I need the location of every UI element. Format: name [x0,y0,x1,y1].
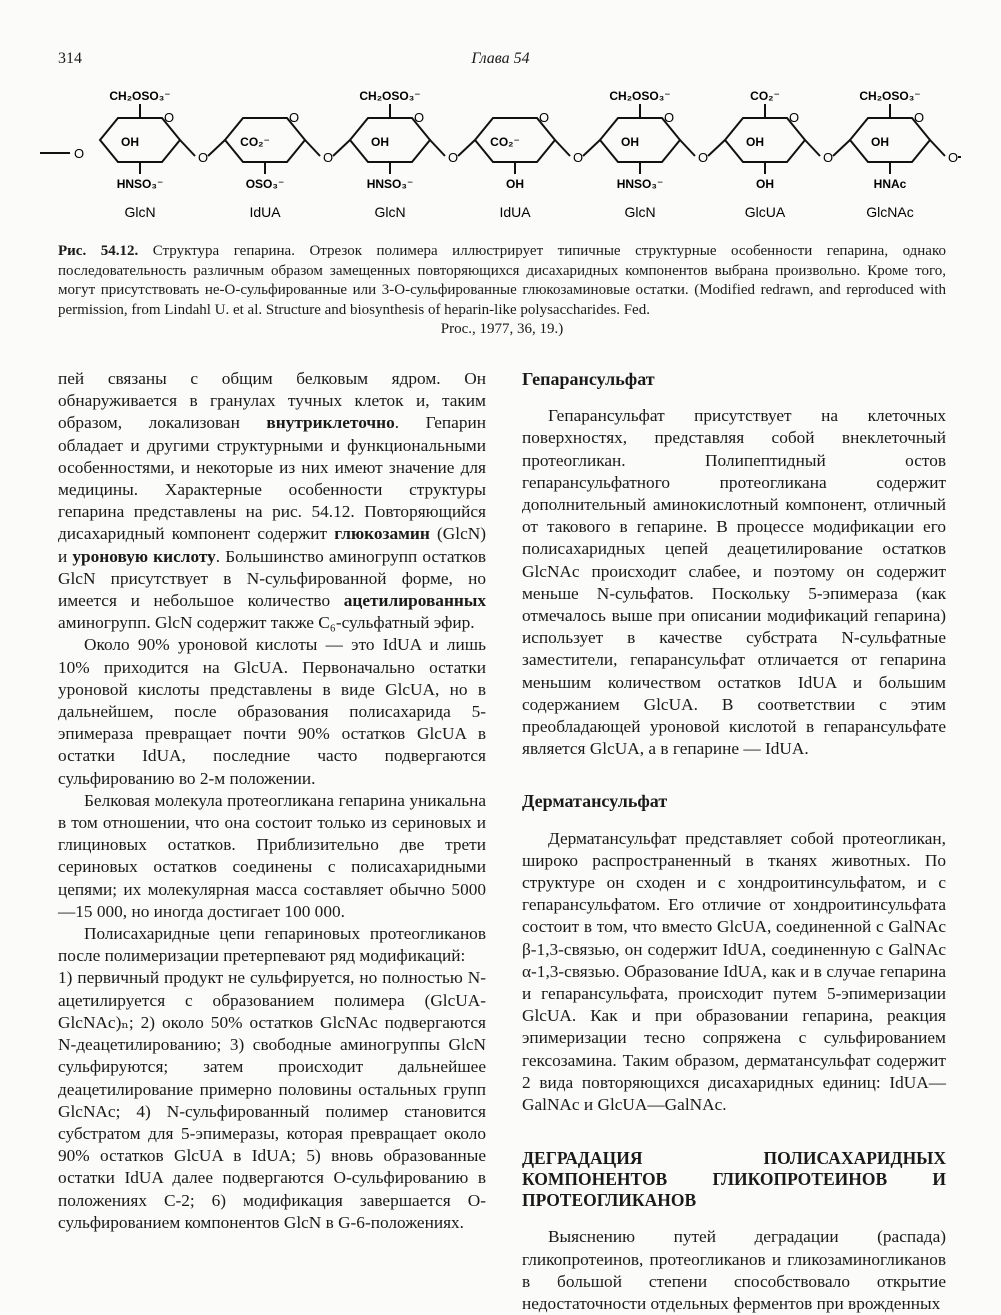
glycosidic-bond [333,140,350,156]
glycosidic-bond [305,140,320,156]
glycosidic-bond [583,140,600,156]
section-heading: ДЕГРАДАЦИЯ ПОЛИСАХАРИДНЫХ КОМПОНЕНТОВ ГЛИКОПРОТЕИНОВ И ПРОТЕОГЛИКАНОВ [522,1148,946,1211]
section-heading: Гепарансульфат [522,369,655,389]
bridge-oxygen: O [948,150,959,165]
glycosidic-bond [833,140,850,156]
ring-substituent: OH [621,135,639,149]
paragraph: Около 90% уроновой кислоты — это IdUA и лишь 10% приходится на GlcUA. Первоначально остатки уроновой кислоты представлены в виде GlcUA, но в дальнейшем, после образования полисахарида 5-эпимераза превращает почти 90% остатков GlcUA в остатки IdUA, последние часто подвергаются сульфированию во 2-м положении. [58,635,486,788]
ring-substituent: OH [121,135,139,149]
heparin-structure-figure [40,80,961,240]
paragraph: Белковая молекула протеогликана гепарина уникальна в том отношении, что она состоит только из сериновых и глициновых остатков. Приблизительно две трети сериновых остатков соединены с полисахаридными цепями; их молекулярная масса составляет обычно 5000—15 000, но иногда достигает 100 000. [58,790,486,921]
ring-substituent: OH [746,135,764,149]
bridge-oxygen: O [74,146,85,161]
caption-label: Рис. 54.12. [58,243,139,259]
substituent-bottom: HNSO₃⁻ [116,177,164,191]
substituent-bottom: HNAc [873,177,907,191]
ring-substituent: OH [371,135,389,149]
substituent-bottom: HNSO₃⁻ [366,177,414,191]
term-glucosamine: глюкозамин [334,524,430,544]
bridge-oxygen: O [698,150,709,165]
substituent-bottom: OH [506,177,524,191]
term-uronic-acid: уроновую кислоту [72,546,216,566]
caption-citation: Proc., 1977, 36, 19.) [440,321,564,337]
right-column [522,368,946,1315]
glycosidic-bond [708,140,725,156]
left-column [58,368,486,1234]
paragraph: пей связаны с общим белковым ядром. Он обнаруживается в гранулах тучных клеток и, таким образом, локализован внутриклеточно. Гепарин обладает и другими структурными и функциональными особенностями, и некоторые из них имеют значение для медицины. Характерные особенности структуры гепарина представлены на рис. 54.12. Повторяющийся дисахаридный компонент содержит глюкозамин (GlcN) и уроновую кислоту. Большинство аминогрупп остатков GlcN присутствует в N-сульфированной форме, но имеется и небольшое количество ацетилированных аминогрупп. GlcN содержит также C₆-сульфатный эфир. [58,369,487,633]
residue-name: IdUA [249,204,281,220]
ring-oxygen: O [289,110,300,125]
substituent-top: CO₂⁻ [750,89,780,103]
paragraph: 1) первичный продукт не сульфируется, но полностью N-ацетилируется с образованием полимера (GlcUA-GlcNAc)ₙ; 2) около 50% остатков GlcNAc подвергаются N-деацетилированию; 3) свободные аминогруппы GlcN сульфируются; затем происходит дальнейшее деацетилирование примерно половины остальных групп GlcNAc; 4) N-сульфированный полимер становится субстратом для 5-эпимеразы, которая превращает около 90% остатков GlcUA в IdUA; 5) вновь образованные остатки IdUA далее подвергаются О-сульфированию в положениях С-2; 6) модификация завершается О-сульфированием компонентов GlcN в G-6-положениях. [58,968,486,1232]
ring-oxygen: O [664,110,675,125]
paragraph: Гепарансульфат присутствует на клеточных поверхностях, представляя собой внеклеточный протеогликан. Полипептидный остов гепарансульфатного протеогликана содержит дополнительный аминокислотный компонент, отличный от такового в гепарине. В процессе модификации его полисахаридных цепей деацетилирование остатков GlcNAc происходит слабее, и поэтому он содержит меньше N-сульфатов. Поскольку 5-эпимераза (как отмечалось выше при описании модификаций гепарина) использует в качестве субстрата N-сульфатные заместители, гепарансульфат отличается от гепарина меньшим количеством остатков IdUA и большим содержанием GlcUA. В соответствии с этим преобладающей уроновой кислотой в гепарансульфате является GlcUA, а в гепарине — IdUA. [522,406,946,759]
glycosidic-bond [208,140,225,156]
substituent-top: CH₂OSO₃⁻ [109,89,171,103]
substituent-bottom: HNSO₃⁻ [616,177,664,191]
glycosidic-bond [930,140,945,156]
residue-name: GlcUA [744,204,786,220]
paragraph: Выяснению путей деградации (распада) гликопротеинов, протеогликанов и гликозаминогликанов в большой степени способствовало открытие недостаточности отдельных ферментов при врожденных [522,1227,946,1313]
glycosidic-bond [430,140,445,156]
substituent-top: CH₂OSO₃⁻ [859,89,921,103]
ring-oxygen: O [789,110,800,125]
heparin-structure-diagram [40,80,961,240]
ring-oxygen: O [164,110,175,125]
substituent-top: CH₂OSO₃⁻ [359,89,421,103]
glycosidic-bond [555,140,570,156]
residue-name: IdUA [499,204,531,220]
glycosidic-bond [680,140,695,156]
ring-substituent: CO₂⁻ [240,135,270,149]
glycosidic-bond [180,140,195,156]
residue-name: GlcN [624,204,656,220]
residue-name: GlcNAc [866,204,914,220]
figure-caption [58,242,946,340]
paragraph: Дерматансульфат представляет собой протеогликан, широко распространенный в тканях животных. По структуре он сходен и с хондроитинсульфатом, и с гепарансульфатом. Его отличие от хондроитинсульфата состоит в том, что вместо GlcUA, соединенной с GalNAc β-1,3-связью, он содержит IdUA, соединенную с GalNAc α-1,3-связью. Образование IdUA, как и в случае гепарина и гепарансульфата, происходит путем 5-эпимеризации GlcUA. Как и при образовании гепарина, реакция эпимеризации тесно сопряжена с сульфированием гексозамина. Таким образом, дерматансульфат содержит 2 вида повторяющихся дисахаридных единиц: IdUA—GalNAc и GlcUA—GalNAc. [522,828,946,1115]
glycosidic-bond [458,140,475,156]
residue-name: GlcN [124,204,156,220]
ring-oxygen: O [414,110,425,125]
section-heading: Дерматансульфат [522,791,668,812]
residue-name: GlcN [374,204,406,220]
caption-text: Структура гепарина. Отрезок полимера иллюстрирует типичные структурные особенности гепарина, однако последовательность различным образом замещенных повторяющихся дисахаридных компонентов выбрана произвольно. Кроме того, могут присутствовать не-О-сульфированные или 3-О-сульфированные глюкозаминовые остатки. (Modified redrawn, and reproduced with permission, from Lindahl U. et al. Structure and biosynthesis of heparin-like polysaccharides. Fed. [58,243,946,318]
substituent-top: CH₂OSO₃⁻ [609,89,671,103]
substituent-bottom: OH [756,177,774,191]
substituent-bottom: OSO₃⁻ [245,177,285,191]
bridge-oxygen: O [198,150,209,165]
ring-oxygen: O [914,110,925,125]
bridge-oxygen: O [448,150,459,165]
paragraph: Полисахаридные цепи гепариновых протеогликанов после полимеризации претерпевают ряд модификаций: [58,924,486,966]
bridge-oxygen: O [823,150,834,165]
running-head: Глава 54 [471,50,530,67]
page-number: 314 [58,50,82,67]
ring-substituent: OH [871,135,889,149]
term-acetylated: ацетилированных [343,591,486,611]
term-intracellular: внутриклеточно [266,413,395,433]
ring-substituent: CO₂⁻ [490,135,520,149]
ring-oxygen: O [539,110,550,125]
bridge-oxygen: O [323,150,334,165]
glycosidic-bond [805,140,820,156]
bridge-oxygen: O [573,150,584,165]
